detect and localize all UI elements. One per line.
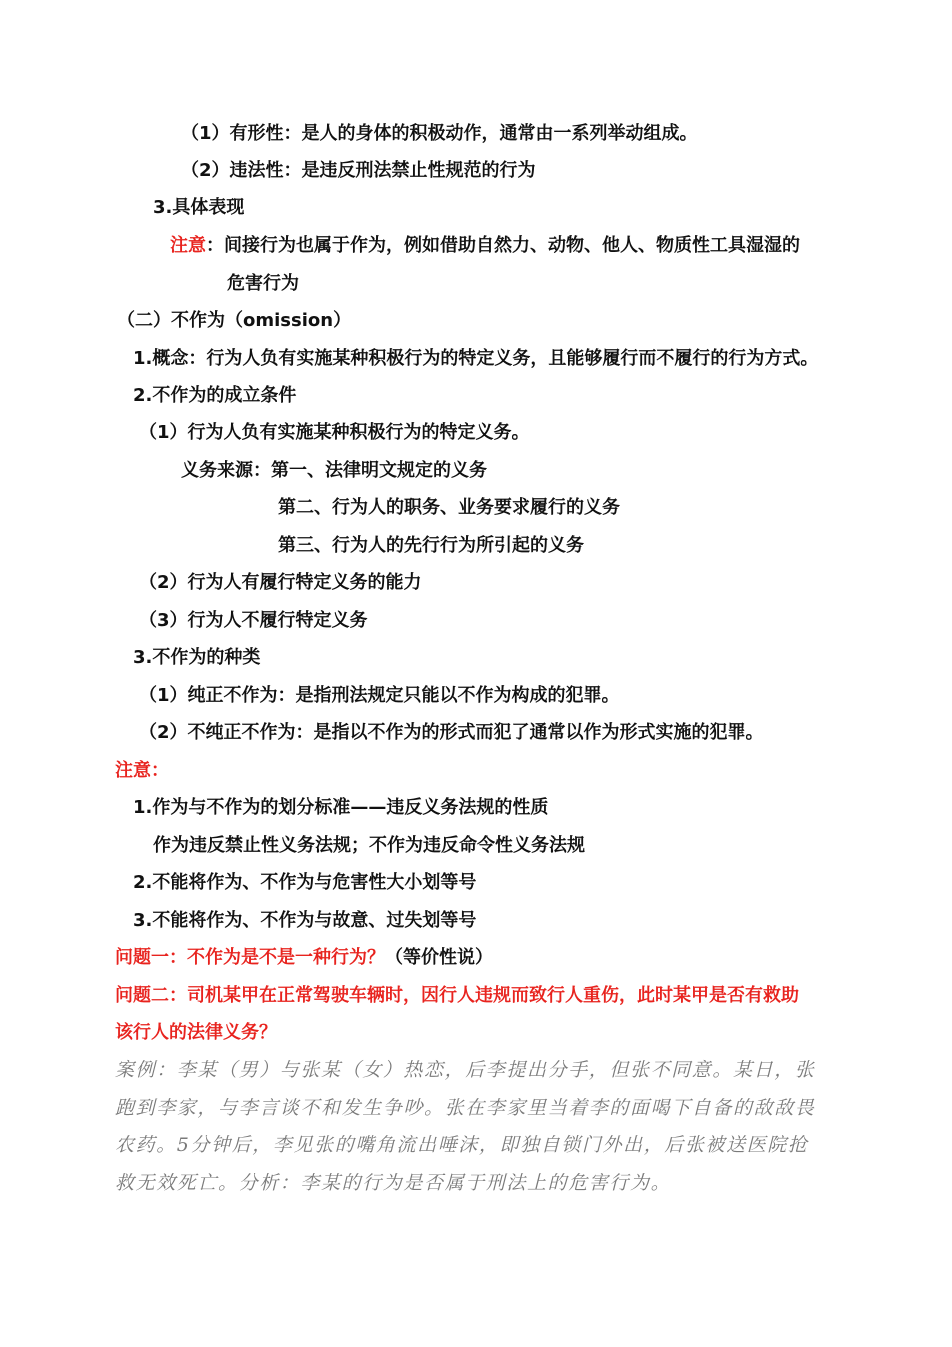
case-line: 救无效死亡。分析：李某的行为是否属于刑法上的危害行为。 bbox=[115, 1172, 672, 1194]
note-label: 注意 bbox=[170, 235, 206, 256]
note-text: ：间接行为也属于作为，例如借助自然力、动物、他人、物质性工具湿湿的 bbox=[206, 235, 800, 256]
question-two-cont: 该行人的法律义务？ bbox=[115, 1022, 277, 1043]
text-line: 危害行为 bbox=[227, 273, 299, 294]
question-one-text: 问题一：不作为是不是一种行为？ bbox=[115, 947, 385, 968]
case-line: 案例：李某（男）与张某（女）热恋，后李提出分手，但张不同意。某日，张 bbox=[115, 1059, 816, 1081]
note-line bbox=[170, 234, 800, 258]
text-line: 3.不能将作为、不作为与故意、过失划等号 bbox=[133, 910, 477, 931]
text-line: （2）不纯正不作为：是指以不作为的形式而犯了通常以作为形式实施的犯罪。 bbox=[139, 722, 764, 743]
text-line: 3.具体表现 bbox=[153, 197, 245, 218]
case-line: 跑到李家，与李言谈不和发生争吵。张在李家里当着李的面喝下自备的敌敌畏 bbox=[115, 1097, 816, 1119]
text-line: 2.不能将作为、不作为与危害性大小划等号 bbox=[133, 872, 477, 893]
text-line: （1）有形性：是人的身体的积极动作，通常由一系列举动组成。 bbox=[181, 123, 698, 144]
text-line: （1）行为人负有实施某种积极行为的特定义务。 bbox=[139, 422, 530, 443]
text-line: 1.概念：行为人负有实施某种积极行为的特定义务，且能够履行而不履行的行为方式。 bbox=[133, 348, 819, 369]
text-line: 1.作为与不作为的划分标准——违反义务法规的性质 bbox=[133, 797, 549, 818]
text-line: 2.不作为的成立条件 bbox=[133, 385, 297, 406]
case-line: 农药。5分钟后，李见张的嘴角流出唾沫，即独自锁门外出，后张被送医院抢 bbox=[115, 1134, 809, 1156]
text-line: （2）违法性：是违反刑法禁止性规范的行为 bbox=[181, 160, 536, 181]
text-line: 作为违反禁止性义务法规；不作为违反命令性义务法规 bbox=[153, 835, 585, 856]
question-two: 问题二：司机某甲在正常驾驶车辆时，因行人违规而致行人重伤，此时某甲是否有救助 bbox=[115, 985, 799, 1006]
question-one-note: （等价性说） bbox=[385, 947, 493, 968]
question-one bbox=[115, 946, 493, 970]
text-line: （3）行为人不履行特定义务 bbox=[139, 610, 368, 631]
text-line: 第二、行为人的职务、业务要求履行的义务 bbox=[278, 497, 620, 518]
note-heading: 注意： bbox=[115, 760, 169, 781]
text-line: 义务来源：第一、法律明文规定的义务 bbox=[181, 460, 487, 481]
text-line: 3.不作为的种类 bbox=[133, 647, 261, 668]
section-heading: （二）不作为（omission） bbox=[117, 310, 352, 331]
text-line: （1）纯正不作为：是指刑法规定只能以不作为构成的犯罪。 bbox=[139, 685, 620, 706]
text-line: 第三、行为人的先行行为所引起的义务 bbox=[278, 535, 584, 556]
text-line: （2）行为人有履行特定义务的能力 bbox=[139, 572, 422, 593]
